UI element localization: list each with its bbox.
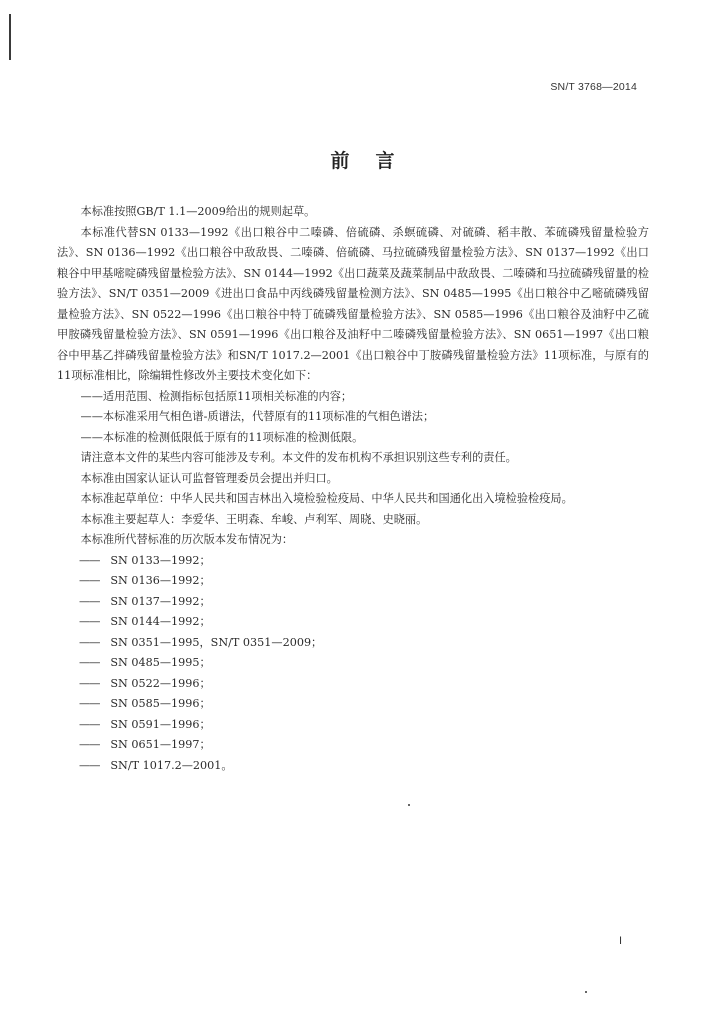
history-version-list (57, 551, 649, 777)
paragraph-proposer: 本标准由国家认证认可监督管理委员会提出并归口。 (80, 471, 338, 485)
scan-speck (408, 804, 410, 806)
history-item: —— SN 0351—1995，SN/T 0351—2009； (79, 635, 323, 649)
paragraph-drafting-rules: 本标准按照GB/T 1.1—2009给出的规则起草。 (80, 205, 316, 218)
technical-change-item: ——适用范围、检测指标包括原11项相关标准的内容； (80, 389, 353, 403)
history-item: —— SN 0136—1992； (79, 574, 211, 587)
scan-speck (585, 991, 587, 993)
history-item: —— SN 0137—1992； (79, 594, 211, 608)
paragraph-drafting-units: 本标准起草单位：中华人民共和国吉林出入境检验检疫局、中华人民共和国通化出入境检验检疫局。 (80, 492, 573, 505)
history-item: —— SN 0133—1992； (79, 553, 211, 567)
page-number: I (619, 935, 623, 947)
history-item: —— SN 0591—1996； (79, 717, 211, 731)
history-item: —— SN 0144—1992； (79, 615, 211, 628)
history-item: —— SN/T 1017.2—2001。 (79, 758, 233, 772)
history-item: —— SN 0522—1996； (79, 676, 211, 690)
paragraph-history-intro: 本标准所代替标准的历次版本发布情况为： (80, 533, 294, 546)
technical-change-item: ——本标准采用气相色谱-质谱法，代替原有的11项标准的气相色谱法； (80, 410, 435, 423)
paragraph-drafters: 本标准主要起草人：李爱华、王明森、牟峻、卢利军、周晓、史晓丽。 (80, 512, 428, 526)
history-item: —— SN 0651—1997； (79, 738, 211, 751)
document-body (57, 202, 649, 776)
technical-change-item: ——本标准的检测低限低于原有的11项标准的检测低限。 (80, 430, 364, 444)
history-item: —— SN 0585—1996； (79, 697, 211, 710)
paragraph-replaced-standards: 本标准代替SN 0133—1992《出口粮谷中二嗪磷、倍硫磷、杀螟硫磷、对硫磷、稻丰散、苯硫磷残留量检验方法》、SN 0136—1992《出口粮谷中敌敌畏、二嗪磷、倍硫磷、马拉硫磷残留量检验方法》、SN 0137—1992《出口粮谷中甲基嘧啶磷残留量检验方法》、SN 0144—1992《出口蔬菜及蔬菜制品中敌敌畏、二嗪磷和马拉硫磷残留量的检验方法》、SN/T 0351—2009《进出口食品中丙线磷残留量检测方法》、SN 0485—1995《出口粮谷中乙嘧硫磷残留量检验方法》、SN 0522—1996《出口粮谷中特丁硫磷残留量检验方法》、SN 0585—1996《出口粮谷及油籽中乙硫甲胺磷残留量检验方法》、SN 0591—1996《出口粮谷及油籽中二嗪磷残留量检验方法》、SN 0651—1997《出口粮谷中甲基乙拌磷残留量检验方法》和SN/T 1017.2—2001《出口粮谷中丁胺磷残留量检验方法》11项标准，与原有的11项标准相比，除编辑性修改外主要技术变化如下： (57, 225, 649, 382)
standard-code: SN/T 3768—2014 (550, 81, 637, 93)
scan-edge-mark (9, 14, 11, 60)
page-title: 前言 (330, 150, 421, 172)
paragraph-patent-notice: 请注意本文件的某些内容可能涉及专利。本文件的发布机构不承担识别这些专利的责任。 (80, 451, 517, 464)
history-item: —— SN 0485—1995； (79, 656, 211, 669)
